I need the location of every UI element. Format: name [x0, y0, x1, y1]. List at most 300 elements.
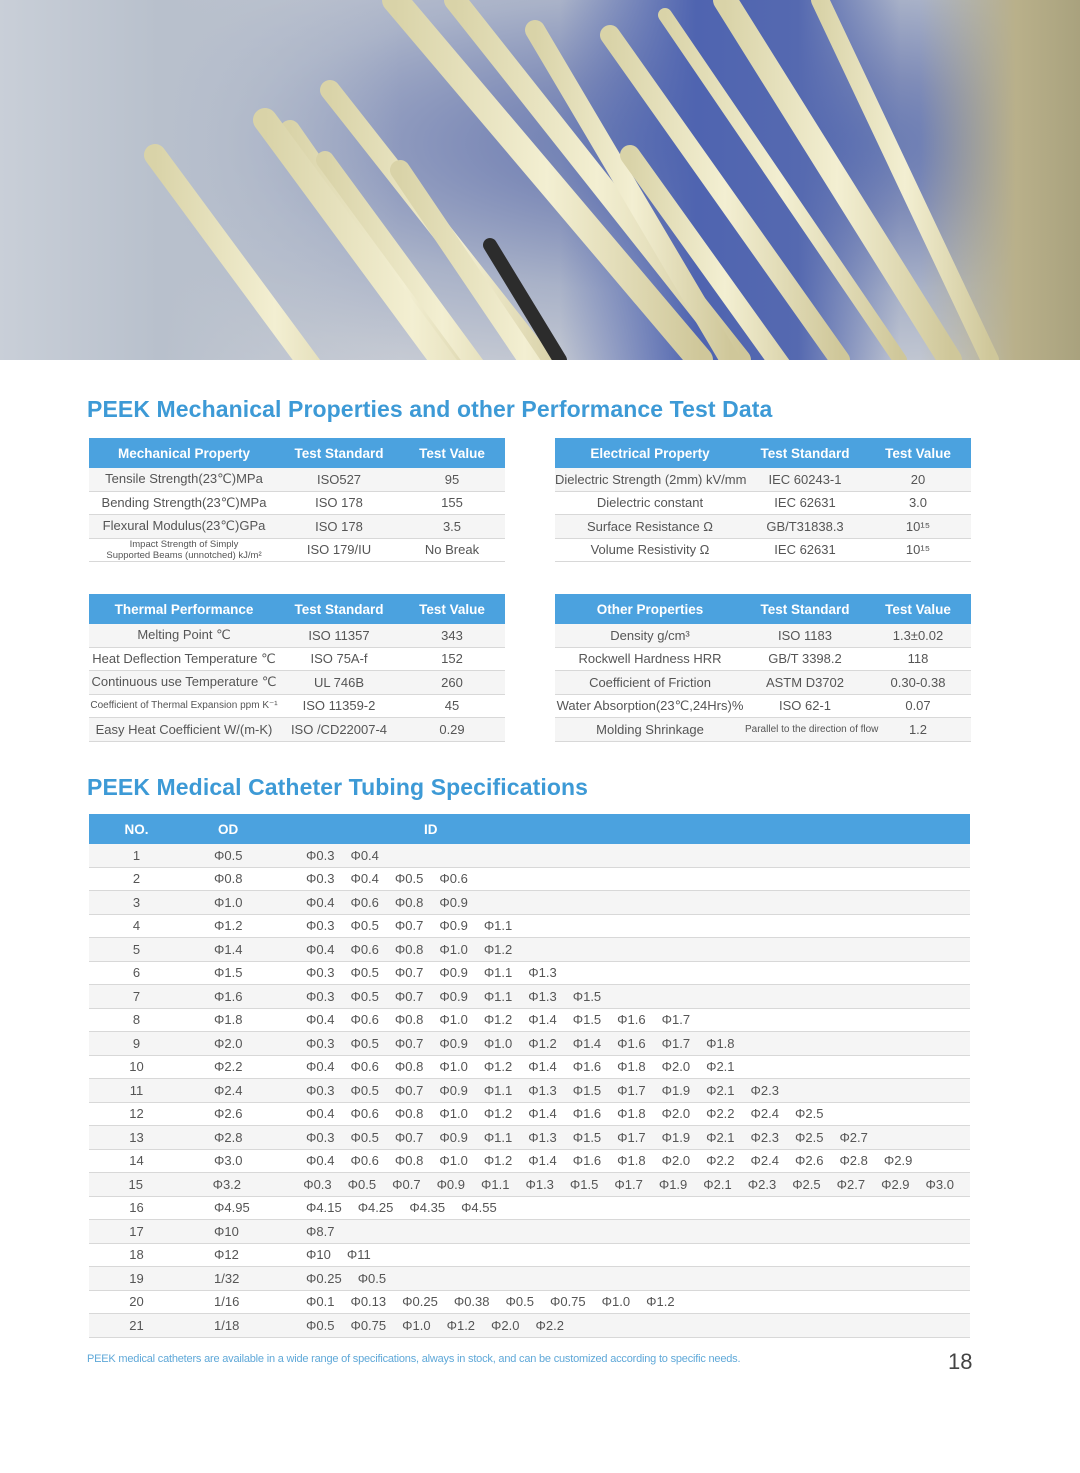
table-row	[89, 1150, 970, 1174]
inner-diameter-value: Φ1.4	[528, 1059, 557, 1075]
test-standard: IEC 60243-1	[768, 471, 842, 487]
property-name: Dielectric constant	[596, 495, 704, 511]
inner-diameter-value: Φ0.3	[306, 871, 335, 887]
test-value: 3.5	[442, 518, 462, 534]
inner-diameter-value: Φ1.1	[483, 1129, 513, 1145]
inner-diameter-list	[306, 1036, 970, 1051]
inner-diameter-value: Φ0.5	[394, 871, 424, 887]
outer-diameter: Φ3.0	[214, 1153, 243, 1169]
row-number: 10	[129, 1059, 144, 1075]
header-value: Test Value	[885, 601, 951, 617]
table-row	[89, 515, 505, 539]
inner-diameter-value: Φ1.4	[572, 1035, 602, 1051]
inner-diameter-value: Φ0.25	[402, 1294, 438, 1310]
inner-diameter-value: Φ8.7	[306, 1223, 335, 1239]
inner-diameter-value: Φ0.5	[350, 1082, 379, 1098]
test-standard: Parallel to the direction of flow	[745, 723, 879, 735]
inner-diameter-value: Φ1.2	[646, 1294, 675, 1310]
inner-diameter-value: Φ2.3	[750, 1082, 779, 1098]
row-number: 14	[129, 1153, 144, 1169]
inner-diameter-value: Φ0.3	[306, 1082, 335, 1098]
test-standard: ISO 11357	[308, 627, 370, 643]
inner-diameter-value: Φ2.3	[750, 1129, 779, 1145]
inner-diameter-value: Φ1.1	[483, 988, 513, 1004]
row-number: 7	[132, 988, 141, 1004]
inner-diameter-list	[306, 918, 970, 933]
inner-diameter-value: Φ0.9	[439, 1082, 468, 1098]
inner-diameter-value: Φ1.6	[572, 1153, 602, 1169]
table-row	[89, 891, 970, 915]
inner-diameter-value: Φ0.5	[306, 1317, 335, 1333]
inner-diameter-value: Φ0.25	[306, 1270, 342, 1286]
table-row	[89, 468, 505, 492]
inner-diameter-value: Φ1.2	[483, 1153, 513, 1169]
test-value: 10¹⁵	[905, 518, 931, 534]
inner-diameter-value: Φ0.4	[306, 1153, 335, 1169]
test-standard: ISO 178	[315, 495, 363, 511]
inner-diameter-value: Φ2.6	[794, 1153, 824, 1169]
inner-diameter-value: Φ1.3	[525, 1176, 554, 1192]
hero-image	[0, 0, 1080, 360]
inner-diameter-value: Φ1.5	[572, 1082, 602, 1098]
table-row	[89, 648, 505, 672]
inner-diameter-value: Φ1.2	[483, 941, 513, 957]
test-standard: IEC 62631	[774, 542, 836, 558]
test-value: 1.2	[908, 721, 928, 737]
row-number: 20	[129, 1294, 144, 1310]
table-row	[89, 1056, 970, 1080]
header-property: Other Properties	[596, 601, 704, 617]
table-row	[89, 1103, 970, 1127]
table-header	[89, 594, 505, 624]
test-standard: UL 746B	[313, 674, 365, 690]
inner-diameter-value: Φ2.1	[706, 1059, 735, 1075]
table-row	[555, 648, 971, 672]
inner-diameter-value: Φ4.15	[306, 1200, 342, 1216]
outer-diameter: Φ4.95	[214, 1200, 250, 1216]
inner-diameter-value: Φ1.8	[617, 1059, 646, 1075]
header-value: Test Value	[885, 445, 951, 461]
property-name-line1: Impact Strength of Simply	[129, 538, 239, 550]
property-name: Dielectric Strength (2mm) kV/mm	[555, 471, 747, 487]
inner-diameter-value: Φ2.0	[661, 1153, 691, 1169]
inner-diameter-value: Φ1.0	[439, 1106, 468, 1122]
table-row	[89, 962, 970, 986]
page-number: 18	[948, 1349, 973, 1374]
table-row	[89, 1032, 970, 1056]
header-od: OD	[218, 821, 239, 837]
inner-diameter-value: Φ1.4	[528, 1153, 557, 1169]
test-value: No Break	[424, 542, 480, 558]
inner-diameter-list	[306, 1012, 970, 1027]
property-name: Heat Deflection Temperature ℃	[92, 650, 276, 666]
outer-diameter: Φ2.0	[214, 1035, 243, 1051]
outer-diameter: Φ3.2	[212, 1176, 242, 1192]
header-standard: Test Standard	[760, 445, 850, 461]
inner-diameter-list	[306, 942, 970, 957]
table-header	[89, 438, 505, 468]
row-number: 15	[128, 1176, 144, 1192]
table-row	[555, 671, 971, 695]
inner-diameter-value: Φ3.0	[925, 1176, 954, 1192]
inner-diameter-value: Φ0.6	[439, 871, 468, 887]
inner-diameter-value: Φ1.7	[617, 1082, 646, 1098]
row-number: 12	[129, 1106, 144, 1122]
table-row	[89, 539, 505, 563]
inner-diameter-value: Φ0.4	[306, 1012, 335, 1028]
inner-diameter-value: Φ0.9	[436, 1176, 466, 1192]
inner-diameter-value: Φ1.7	[617, 1129, 646, 1145]
inner-diameter-value: Φ0.5	[350, 1035, 379, 1051]
header-property: Mechanical Property	[117, 445, 251, 461]
inner-diameter-value: Φ0.7	[394, 965, 424, 981]
property-name	[89, 539, 279, 561]
table-header	[555, 438, 971, 468]
inner-diameter-value: Φ2.3	[747, 1176, 777, 1192]
inner-diameter-value: Φ0.4	[306, 941, 335, 957]
outer-diameter: Φ1.8	[214, 1012, 243, 1028]
header-property: Electrical Property	[590, 445, 710, 461]
inner-diameter-value: Φ1.8	[617, 1153, 646, 1169]
inner-diameter-value: Φ0.7	[394, 1129, 424, 1145]
table-row	[555, 695, 971, 719]
inner-diameter-value: Φ1.9	[661, 1129, 691, 1145]
test-value: 0.07	[905, 698, 931, 714]
inner-diameter-value: Φ0.5	[350, 965, 379, 981]
inner-diameter-value: Φ2.5	[794, 1129, 824, 1145]
inner-diameter-value: Φ1.9	[658, 1176, 688, 1192]
property-name: Rockwell Hardness HRR	[578, 651, 722, 667]
inner-diameter-list	[306, 1271, 970, 1286]
header-id: ID	[424, 821, 438, 837]
inner-diameter-value: Φ0.4	[350, 847, 379, 863]
inner-diameter-value: Φ0.1	[306, 1294, 335, 1310]
table-row	[89, 718, 505, 742]
inner-diameter-value: Φ1.3	[528, 1082, 557, 1098]
inner-diameter-value: Φ1.0	[601, 1294, 631, 1310]
inner-diameter-value: Φ0.6	[350, 1059, 379, 1075]
inner-diameter-value: Φ1.1	[483, 1082, 513, 1098]
inner-diameter-value: Φ1.7	[614, 1176, 643, 1192]
property-name: Volume Resistivity Ω	[590, 542, 710, 558]
inner-diameter-value: Φ1.8	[617, 1106, 646, 1122]
inner-diameter-list	[306, 1247, 970, 1262]
test-standard: GB/T31838.3	[766, 518, 844, 534]
property-name: Coefficient of Friction	[589, 674, 711, 690]
inner-diameter-value: Φ0.7	[394, 1082, 424, 1098]
other-properties-table	[555, 594, 971, 742]
table-row	[89, 1220, 970, 1244]
inner-diameter-value: Φ4.35	[409, 1200, 446, 1216]
test-value: 260	[441, 674, 463, 690]
header-no: NO.	[124, 821, 149, 837]
inner-diameter-value: Φ1.0	[439, 941, 468, 957]
test-value: 0.29	[439, 721, 465, 737]
inner-diameter-value: Φ1.0	[402, 1317, 431, 1333]
test-value: 152	[441, 651, 463, 667]
table-row	[555, 492, 971, 516]
inner-diameter-value: Φ1.2	[446, 1317, 476, 1333]
row-number: 5	[132, 941, 141, 957]
table-row	[89, 1291, 970, 1315]
inner-diameter-list	[306, 848, 970, 863]
inner-diameter-value: Φ0.5	[350, 988, 379, 1004]
property-name: Easy Heat Coefficient W/(m-K)	[95, 721, 273, 737]
inner-diameter-value: Φ2.9	[881, 1176, 910, 1192]
inner-diameter-value: Φ1.5	[572, 988, 602, 1004]
inner-diameter-value: Φ2.2	[706, 1106, 735, 1122]
inner-diameter-list	[306, 871, 970, 886]
inner-diameter-value: Φ1.6	[572, 1106, 602, 1122]
inner-diameter-value: Φ0.6	[350, 1106, 379, 1122]
table-row	[89, 492, 505, 516]
table-row	[89, 624, 505, 648]
property-name: Molding Shrinkage	[596, 721, 704, 737]
inner-diameter-value: Φ2.8	[839, 1153, 868, 1169]
header-standard: Test Standard	[294, 601, 384, 617]
inner-diameter-value: Φ1.6	[572, 1059, 602, 1075]
inner-diameter-value: Φ1.3	[528, 1129, 557, 1145]
inner-diameter-value: Φ1.2	[483, 1059, 513, 1075]
property-name-line2: Supported Beams (unnotched) kJ/m²	[106, 549, 262, 561]
header-standard: Test Standard	[294, 445, 384, 461]
inner-diameter-value: Φ0.4	[306, 894, 335, 910]
inner-diameter-value: Φ0.7	[394, 988, 424, 1004]
properties-section-title: PEEK Mechanical Properties and other Performance Test Data	[87, 396, 773, 422]
peek-tubes-illustration	[0, 0, 1080, 360]
inner-diameter-value: Φ1.1	[481, 1176, 510, 1192]
inner-diameter-list	[303, 1177, 970, 1192]
inner-diameter-list	[306, 1153, 970, 1168]
inner-diameter-value: Φ0.7	[394, 1035, 424, 1051]
test-value: 10¹⁵	[905, 542, 931, 558]
table-row	[555, 468, 971, 492]
table-row	[89, 1079, 970, 1103]
row-number: 3	[132, 894, 141, 910]
table-row	[555, 718, 971, 742]
inner-diameter-value: Φ0.6	[350, 941, 379, 957]
test-standard: ISO 75A-f	[310, 651, 368, 667]
inner-diameter-value: Φ1.3	[528, 965, 557, 981]
inner-diameter-value: Φ2.1	[706, 1082, 735, 1098]
inner-diameter-value: Φ1.0	[439, 1059, 468, 1075]
inner-diameter-value: Φ0.8	[394, 941, 424, 957]
property-name: Water Absorption(23℃,24Hrs)%	[556, 697, 744, 713]
inner-diameter-list	[306, 1318, 970, 1333]
inner-diameter-value: Φ0.8	[394, 894, 424, 910]
inner-diameter-value: Φ2.7	[836, 1176, 866, 1192]
inner-diameter-value: Φ0.9	[439, 965, 468, 981]
table-row	[89, 1244, 970, 1268]
inner-diameter-value: Φ1.1	[483, 918, 513, 934]
inner-diameter-value: Φ0.3	[306, 847, 335, 863]
inner-diameter-value: Φ1.8	[706, 1035, 735, 1051]
outer-diameter: Φ10	[214, 1223, 239, 1239]
inner-diameter-list	[306, 965, 970, 980]
inner-diameter-value: Φ0.3	[306, 1035, 335, 1051]
inner-diameter-value: Φ1.2	[483, 1106, 513, 1122]
inner-diameter-list	[306, 895, 970, 910]
inner-diameter-value: Φ0.5	[350, 918, 379, 934]
outer-diameter: Φ12	[214, 1247, 239, 1263]
table-row	[89, 844, 970, 868]
inner-diameter-value: Φ0.75	[350, 1317, 387, 1333]
inner-diameter-list	[306, 1106, 970, 1121]
inner-diameter-value: Φ0.9	[439, 918, 468, 934]
table-row	[89, 1314, 970, 1338]
inner-diameter-value: Φ2.4	[750, 1106, 779, 1122]
test-value: 118	[907, 651, 929, 667]
property-name: Density g/cm³	[610, 627, 690, 643]
inner-diameter-value: Φ1.6	[617, 1035, 646, 1051]
row-number: 6	[132, 965, 141, 981]
inner-diameter-list	[306, 1294, 970, 1309]
inner-diameter-value: Φ1.4	[528, 1012, 557, 1028]
inner-diameter-list	[306, 989, 970, 1004]
inner-diameter-value: Φ1.0	[439, 1012, 468, 1028]
table-row	[89, 1197, 970, 1221]
test-standard: ISO 179/IU	[306, 542, 372, 558]
inner-diameter-value: Φ0.6	[350, 1012, 379, 1028]
row-number: 21	[129, 1317, 144, 1333]
inner-diameter-value: Φ0.13	[350, 1294, 387, 1310]
inner-diameter-value: Φ0.8	[394, 1153, 424, 1169]
inner-diameter-value: Φ1.3	[528, 988, 557, 1004]
test-standard: IEC 62631	[774, 495, 836, 511]
inner-diameter-value: Φ0.4	[306, 1059, 335, 1075]
table-row	[89, 868, 970, 892]
header-standard: Test Standard	[760, 601, 850, 617]
test-value: 45	[444, 698, 460, 714]
inner-diameter-value: Φ2.5	[792, 1176, 821, 1192]
property-name: Flexural Modulus(23℃)GPa	[102, 518, 266, 534]
row-number: 1	[132, 847, 141, 863]
inner-diameter-value: Φ2.4	[750, 1153, 779, 1169]
test-value: 343	[441, 627, 463, 643]
inner-diameter-value: Φ0.7	[392, 1176, 421, 1192]
test-value: 0.30-0.38	[890, 674, 946, 690]
test-standard: ISO 178	[315, 518, 363, 534]
test-standard: ISO 1183	[778, 627, 832, 643]
inner-diameter-value: Φ1.9	[661, 1082, 691, 1098]
test-standard: GB/T 3398.2	[768, 651, 842, 667]
test-value: 155	[441, 495, 463, 511]
inner-diameter-value: Φ0.38	[453, 1294, 490, 1310]
inner-diameter-value: Φ2.7	[839, 1129, 868, 1145]
row-number: 11	[129, 1082, 144, 1098]
inner-diameter-value: Φ2.0	[661, 1106, 691, 1122]
table-row	[89, 1009, 970, 1033]
inner-diameter-value: Φ1.7	[661, 1035, 691, 1051]
outer-diameter: 1/18	[214, 1317, 240, 1333]
row-number: 19	[129, 1270, 144, 1286]
property-name: Melting Point ℃	[137, 627, 231, 643]
footer-note: PEEK medical catheters are available in a wide range of specifications, always in stock, and can be customized according to specific needs.	[87, 1353, 741, 1365]
inner-diameter-value: Φ1.7	[661, 1012, 691, 1028]
catheter-section-title: PEEK Medical Catheter Tubing Specifications	[87, 774, 589, 800]
inner-diameter-value: Φ4.55	[461, 1200, 497, 1216]
row-number: 18	[129, 1247, 144, 1263]
property-name: Bending Strength(23℃)MPa	[101, 494, 267, 510]
property-name: Tensile Strength(23℃)MPa	[105, 471, 263, 487]
inner-diameter-value: Φ2.0	[661, 1059, 691, 1075]
inner-diameter-value: Φ2.2	[535, 1317, 564, 1333]
table-row	[89, 695, 505, 719]
inner-diameter-value: Φ0.3	[306, 918, 335, 934]
inner-diameter-value: Φ0.3	[306, 988, 335, 1004]
inner-diameter-value: Φ0.6	[350, 894, 379, 910]
outer-diameter: Φ0.8	[214, 871, 243, 887]
inner-diameter-value: Φ1.6	[617, 1012, 646, 1028]
test-value: 20	[910, 471, 926, 487]
inner-diameter-value: Φ1.0	[483, 1035, 513, 1051]
inner-diameter-value: Φ0.8	[394, 1012, 424, 1028]
inner-diameter-value: Φ0.9	[439, 1035, 468, 1051]
outer-diameter: Φ1.2	[214, 918, 243, 934]
table-row	[555, 539, 971, 563]
header-value: Test Value	[419, 445, 485, 461]
property-name: Continuous use Temperature ℃	[91, 674, 277, 690]
inner-diameter-list	[306, 1130, 970, 1145]
catheter-table-body	[89, 844, 970, 1338]
inner-diameter-value: Φ0.5	[350, 1129, 379, 1145]
inner-diameter-list	[306, 1224, 970, 1239]
outer-diameter: Φ1.5	[214, 965, 243, 981]
row-number: 4	[132, 918, 141, 934]
inner-diameter-value: Φ0.8	[394, 1059, 424, 1075]
inner-diameter-value: Φ0.5	[347, 1176, 377, 1192]
inner-diameter-value: Φ2.1	[703, 1176, 732, 1192]
inner-diameter-value: Φ2.9	[883, 1153, 913, 1169]
table-row	[89, 1126, 970, 1150]
row-number: 17	[129, 1223, 144, 1239]
header-value: Test Value	[419, 601, 485, 617]
test-standard: ISO 62-1	[778, 698, 832, 714]
row-number: 8	[132, 1012, 141, 1028]
outer-diameter: Φ2.4	[214, 1082, 243, 1098]
table-row	[89, 985, 970, 1009]
inner-diameter-value: Φ0.5	[505, 1294, 534, 1310]
inner-diameter-value: Φ0.8	[394, 1106, 424, 1122]
inner-diameter-value: Φ1.4	[528, 1106, 557, 1122]
inner-diameter-value: Φ1.0	[439, 1153, 468, 1169]
table-row	[555, 624, 971, 648]
table-row	[89, 1173, 970, 1197]
inner-diameter-list	[306, 1200, 970, 1215]
inner-diameter-value: Φ1.5	[572, 1012, 602, 1028]
outer-diameter: Φ2.8	[214, 1129, 243, 1145]
inner-diameter-value: Φ1.2	[483, 1012, 513, 1028]
table-row	[89, 671, 505, 695]
row-number: 16	[129, 1200, 144, 1216]
inner-diameter-value: Φ2.2	[706, 1153, 735, 1169]
row-number: 13	[129, 1129, 144, 1145]
inner-diameter-value: Φ1.5	[569, 1176, 599, 1192]
test-value: 1.3±0.02	[892, 627, 944, 643]
electrical-property-table	[555, 438, 971, 562]
outer-diameter: 1/32	[214, 1270, 240, 1286]
test-standard: ASTM D3702	[765, 674, 845, 690]
inner-diameter-value: Φ1.1	[483, 965, 513, 981]
test-value: 3.0	[908, 495, 928, 511]
inner-diameter-value: Φ0.3	[306, 1129, 335, 1145]
inner-diameter-value: Φ1.5	[572, 1129, 602, 1145]
thermal-performance-table	[89, 594, 505, 742]
outer-diameter: Φ2.6	[214, 1106, 243, 1122]
outer-diameter: Φ2.2	[214, 1059, 243, 1075]
inner-diameter-value: Φ0.4	[306, 1106, 335, 1122]
inner-diameter-value: Φ0.75	[549, 1294, 586, 1310]
